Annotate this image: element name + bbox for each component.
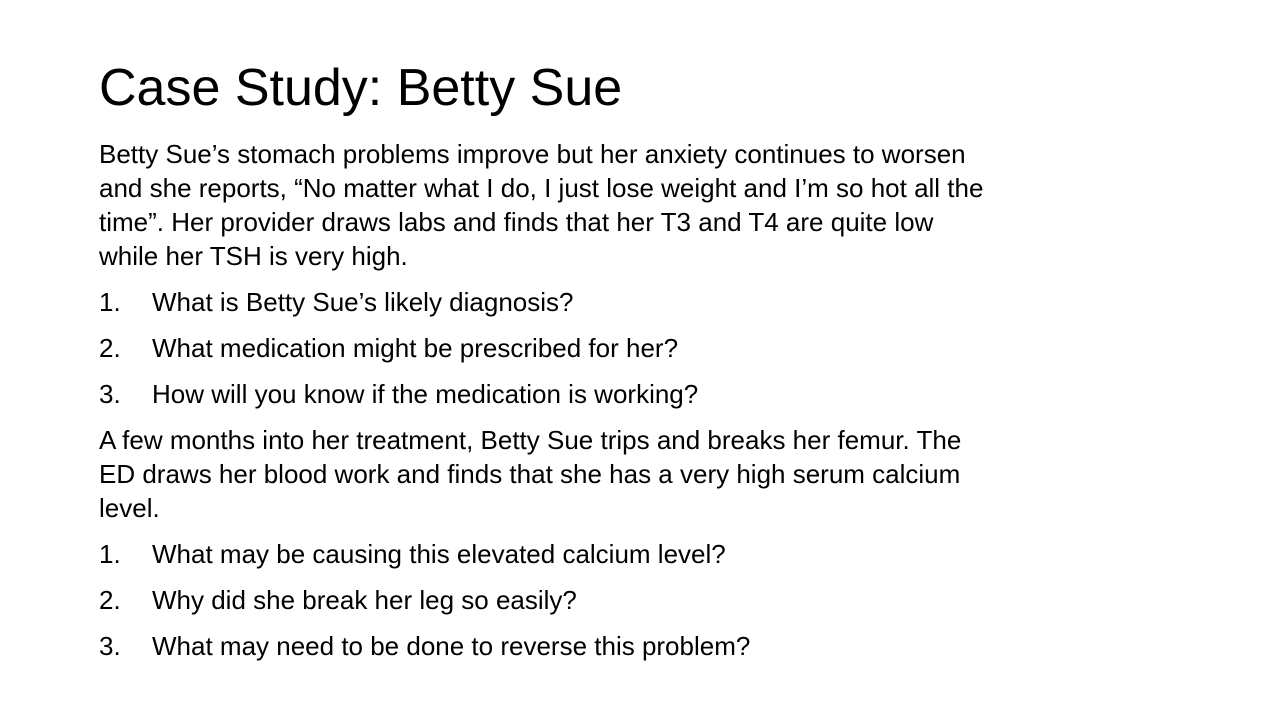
list-item: [99, 583, 1194, 617]
intro-line: time”. Her provider draws labs and finds that her T3 and T4 are quite low: [99, 207, 934, 237]
intro-line: and she reports, “No matter what I do, I just lose weight and I’m so hot all the: [99, 173, 984, 203]
intro-line: Betty Sue’s stomach problems improve but her anxiety continues to worsen: [99, 139, 966, 169]
list-number: 2.: [99, 585, 121, 615]
list-number: 1.: [99, 539, 121, 569]
question-list-2: [99, 537, 1194, 663]
intro-line: while her TSH is very high.: [99, 241, 408, 271]
followup-line: A few months into her treatment, Betty Sue trips and breaks her femur. The: [99, 425, 962, 455]
question-text: What is Betty Sue’s likely diagnosis?: [152, 287, 574, 317]
list-item: [99, 629, 1194, 663]
intro-paragraph: [99, 137, 1194, 273]
list-item: [99, 537, 1194, 571]
question-text: What may need to be done to reverse this problem?: [152, 631, 751, 661]
list-number: 3.: [99, 379, 121, 409]
list-number: 1.: [99, 287, 121, 317]
followup-line: ED draws her blood work and finds that she has a very high serum calcium: [99, 459, 961, 489]
question-text: How will you know if the medication is working?: [152, 379, 699, 409]
list-number: 3.: [99, 631, 121, 661]
slide-title: Case Study: Betty Sue: [99, 59, 623, 117]
question-text: What may be causing this elevated calcium level?: [152, 539, 726, 569]
list-item: [99, 331, 1194, 365]
followup-line: level.: [99, 493, 160, 523]
slide-body: [99, 137, 1194, 675]
followup-paragraph: [99, 423, 1194, 525]
question-list-1: [99, 285, 1194, 411]
question-text: What medication might be prescribed for her?: [152, 333, 679, 363]
list-item: [99, 285, 1194, 319]
list-number: 2.: [99, 333, 121, 363]
question-text: Why did she break her leg so easily?: [152, 585, 577, 615]
list-item: [99, 377, 1194, 411]
